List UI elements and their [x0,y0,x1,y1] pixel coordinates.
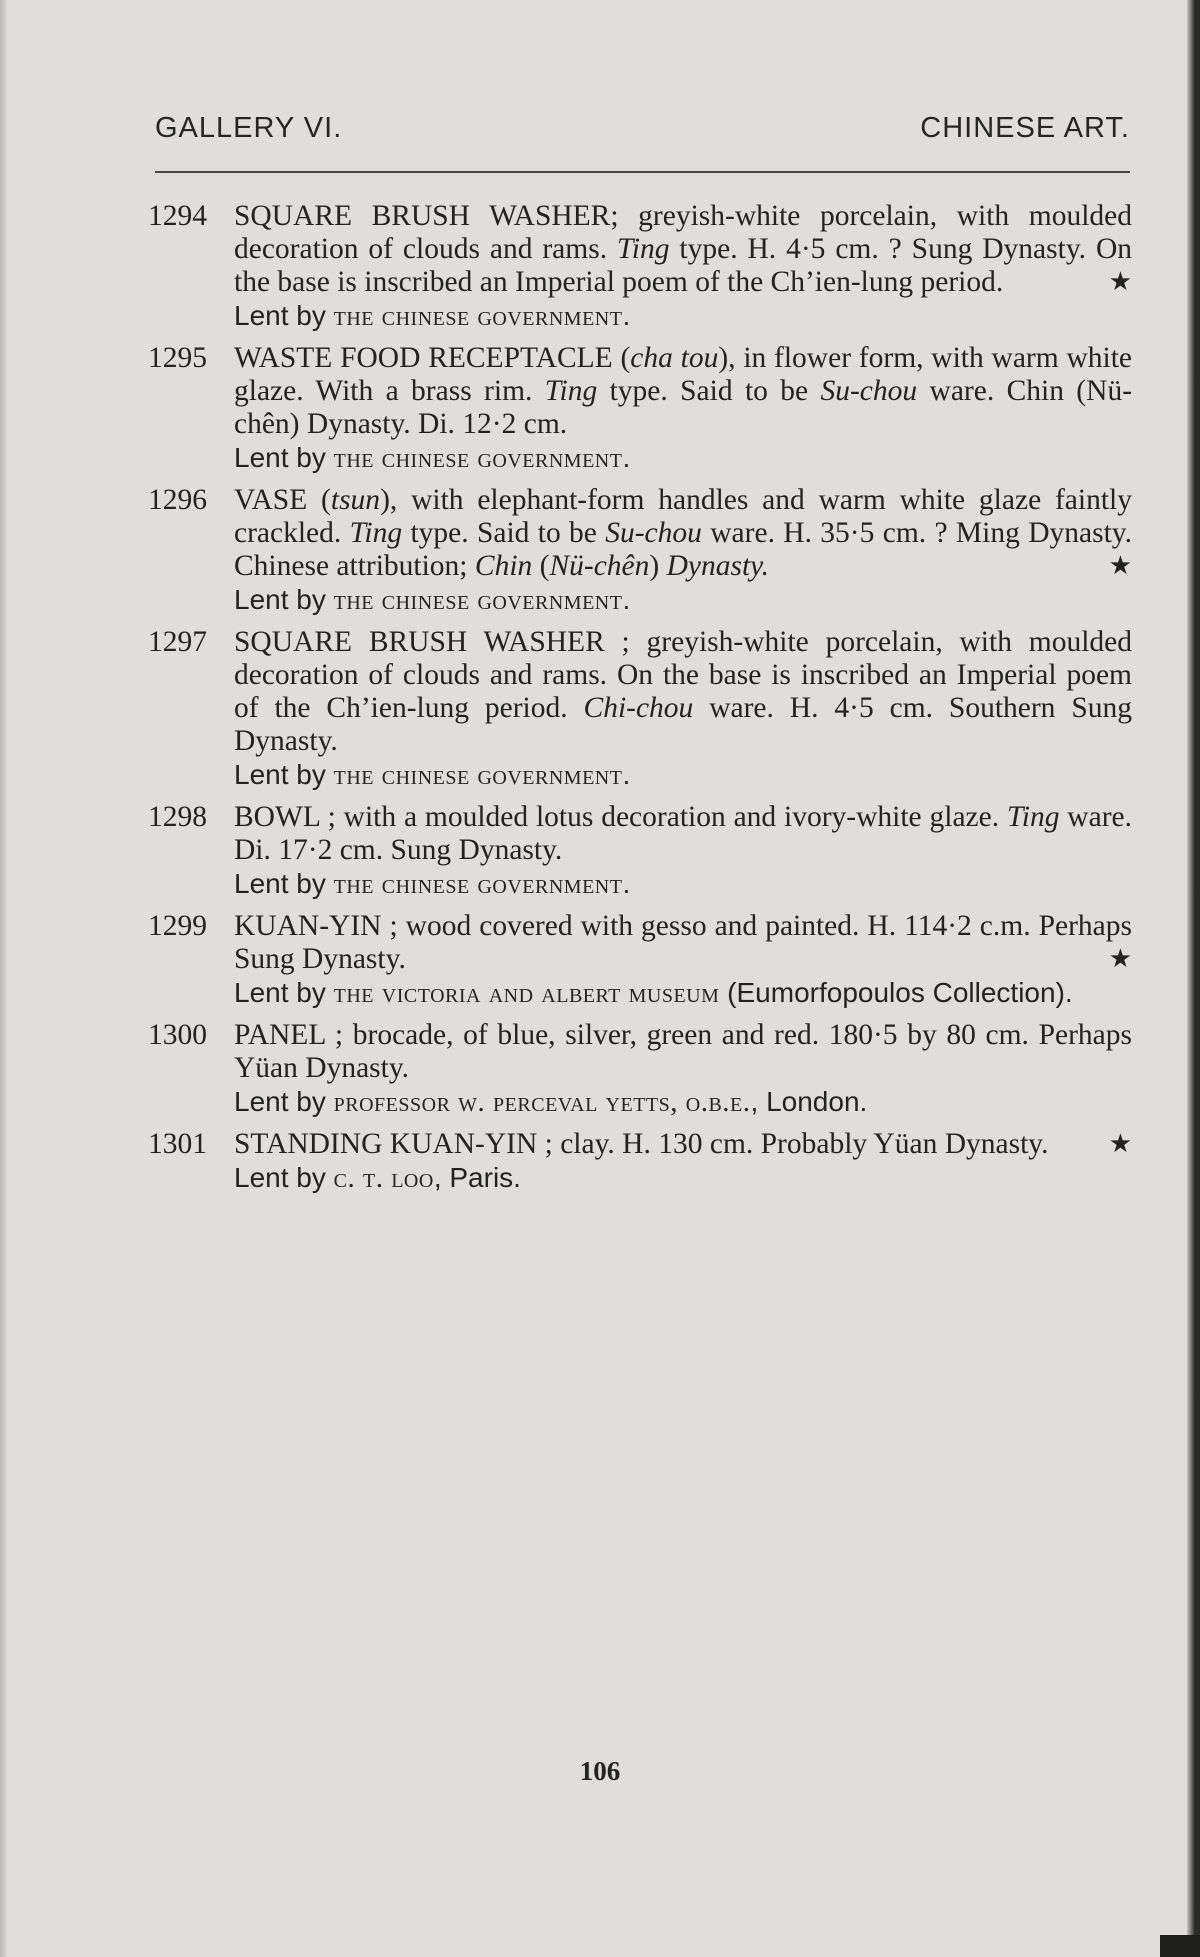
lender-text: Lent by [234,977,334,1008]
entry-text: PANEL ; brocade, of blue, silver, green and red. 180·5 by 80 cm. Perhaps Yüan Dynasty. [234,1019,1132,1084]
entry-text: SQUARE BRUSH WASHER ; greyish-white porcelain, with moulded decoration of clouds and rams. On the base is inscribed an Imperial poem of the Ch’ien-lung period. [234,626,1132,724]
entry-body [234,484,1132,617]
entry-lender [234,976,1132,1010]
entry-lender [234,1161,1132,1195]
entry-lender [234,1085,1132,1119]
entry-description [234,626,1132,758]
header-rule [155,171,1130,173]
lender-name: the chinese government [333,759,623,791]
entry-text: ), with elephant-form handles and warm white glaze faintly crackled. [234,484,1132,549]
lender-text: Lent by [234,1162,334,1193]
catalogue-entry [148,1019,1133,1119]
entry-text: WASTE FOOD RECEPTACLE ( [234,342,631,374]
lender-name: the chinese government [333,584,623,616]
entry-text: ware. H. 4·5 cm. Southern Sung Dynasty. [234,692,1132,757]
entry-text: BOWL ; with a moulded lotus decoration and ivory-white glaze. [234,801,1007,833]
entry-text: type. Said to be [597,375,821,407]
page-number: 106 [579,1756,621,1786]
entry-body [234,626,1132,792]
entry-number: 1295 [148,342,207,374]
catalogue-entry [148,484,1133,617]
entry-description [234,342,1132,441]
entry-number: 1294 [148,200,207,232]
entry-description [234,484,1132,583]
entry-description [234,801,1132,867]
page-edge-left [0,0,7,1957]
entry-italic-term: Ting [1006,801,1060,833]
entry-lender [234,583,1132,617]
lender-text: . [622,584,631,615]
entry-italic-term: Ting [544,375,598,407]
entry-number: 1296 [148,484,207,516]
entry-number: 1297 [148,626,207,658]
lender-name: the chinese government [333,300,623,332]
entry-italic-term: Chin [474,550,533,582]
lender-text: Lent by [234,300,334,331]
catalogue-entry [148,200,1133,333]
running-head-gallery: GALLERY VI. [155,112,343,144]
lender-text: Lent by [234,442,334,473]
lender-name: the victoria and albert museum [333,977,720,1009]
lender-text: Lent by [234,868,334,899]
entry-description [234,200,1132,299]
lender-name: c. t. loo [333,1162,434,1194]
lender-text: . [622,442,631,473]
lender-name: the chinese government [333,868,623,900]
entry-italic-term: cha tou [630,342,719,374]
entry-italic-term: Su-chou [605,517,702,549]
entry-text: ( [532,550,550,582]
entry-italic-term: Nü-chên [549,550,650,582]
catalogue-entry [148,342,1133,475]
catalogue-entry [148,910,1133,1010]
entry-text: SQUARE BRUSH WASHER; greyish-white porcelain, with moulded decoration of clouds and rams. [234,200,1132,265]
entry-number: 1300 [148,1019,207,1051]
entry-italic-term: tsun [330,484,381,516]
entry-body [234,1019,1132,1119]
lender-name: professor w. perceval yetts, o.b.e. [333,1086,751,1118]
lender-text: Lent by [234,759,334,790]
entry-text: STANDING KUAN-YIN ; clay. H. 130 cm. Probably Yüan Dynasty. [234,1128,1049,1160]
lender-text: . [622,759,631,790]
entry-text: ware. Di. 17·2 cm. Sung Dynasty. [234,801,1132,866]
entry-body [234,910,1132,1010]
lender-text: (Eumorfopoulos Collection). [719,977,1073,1008]
entry-italic-term: Chi-chou [583,692,694,724]
lender-text: Lent by [234,584,334,615]
entry-number: 1301 [148,1128,207,1160]
catalogue-entries [148,200,1133,1204]
entry-text: ), in flower form, with warm white glaze. With a brass rim. [234,342,1132,407]
entry-text: VASE ( [234,484,331,516]
page-edge-corner [1160,1935,1200,1957]
star-icon: ★ [1108,1129,1132,1159]
entry-description [234,1128,1132,1161]
lender-text: , Paris. [433,1162,521,1193]
entry-text: ware. H. 35·5 cm. ? Ming Dynasty. Chinese attribution; [234,517,1132,582]
entry-italic-term: Ting [349,517,403,549]
star-icon: ★ [1108,267,1132,297]
running-head [155,112,1130,152]
entry-text: type. Said to be [402,517,606,549]
entry-text: KUAN-YIN ; wood covered with gesso and painted. H. 114·2 c.m. Perhaps Sung Dynasty. [234,910,1132,975]
entry-lender [234,867,1132,901]
lender-text: . [622,868,631,899]
catalogue-entry [148,801,1133,901]
star-icon: ★ [1108,551,1132,581]
entry-lender [234,441,1132,475]
entry-italic-term: Su-chou [820,375,918,407]
catalogue-entry [148,1128,1133,1195]
entry-body [234,342,1132,475]
entry-italic-term: Ting [617,233,670,265]
lender-text: , London. [750,1086,868,1117]
entry-text: ware. Chin (Nü-chên) Dynasty. Di. 12·2 cm. [234,375,1133,440]
entry-description [234,910,1132,976]
catalogue-entry [148,626,1133,792]
lender-text: . [622,300,631,331]
entry-number: 1299 [148,910,207,942]
lender-text: Lent by [234,1086,334,1117]
entry-number: 1298 [148,801,207,833]
page-edge-right [1187,0,1200,1957]
running-head-section: CHINESE ART. [920,112,1130,144]
entry-text: ) [649,550,667,582]
entry-body [234,801,1132,901]
entry-text: type. H. 4·5 cm. ? Sung Dynasty. On the base is inscribed an Imperial poem of the Ch’ien-lung period. [234,233,1132,298]
entry-lender [234,758,1132,792]
entry-body [234,200,1132,333]
lender-name: the chinese government [333,442,623,474]
entry-description [234,1019,1132,1085]
entry-body [234,1128,1132,1195]
entry-italic-term: Dynasty. [666,550,770,582]
star-icon: ★ [1108,944,1132,974]
entry-lender [234,299,1132,333]
